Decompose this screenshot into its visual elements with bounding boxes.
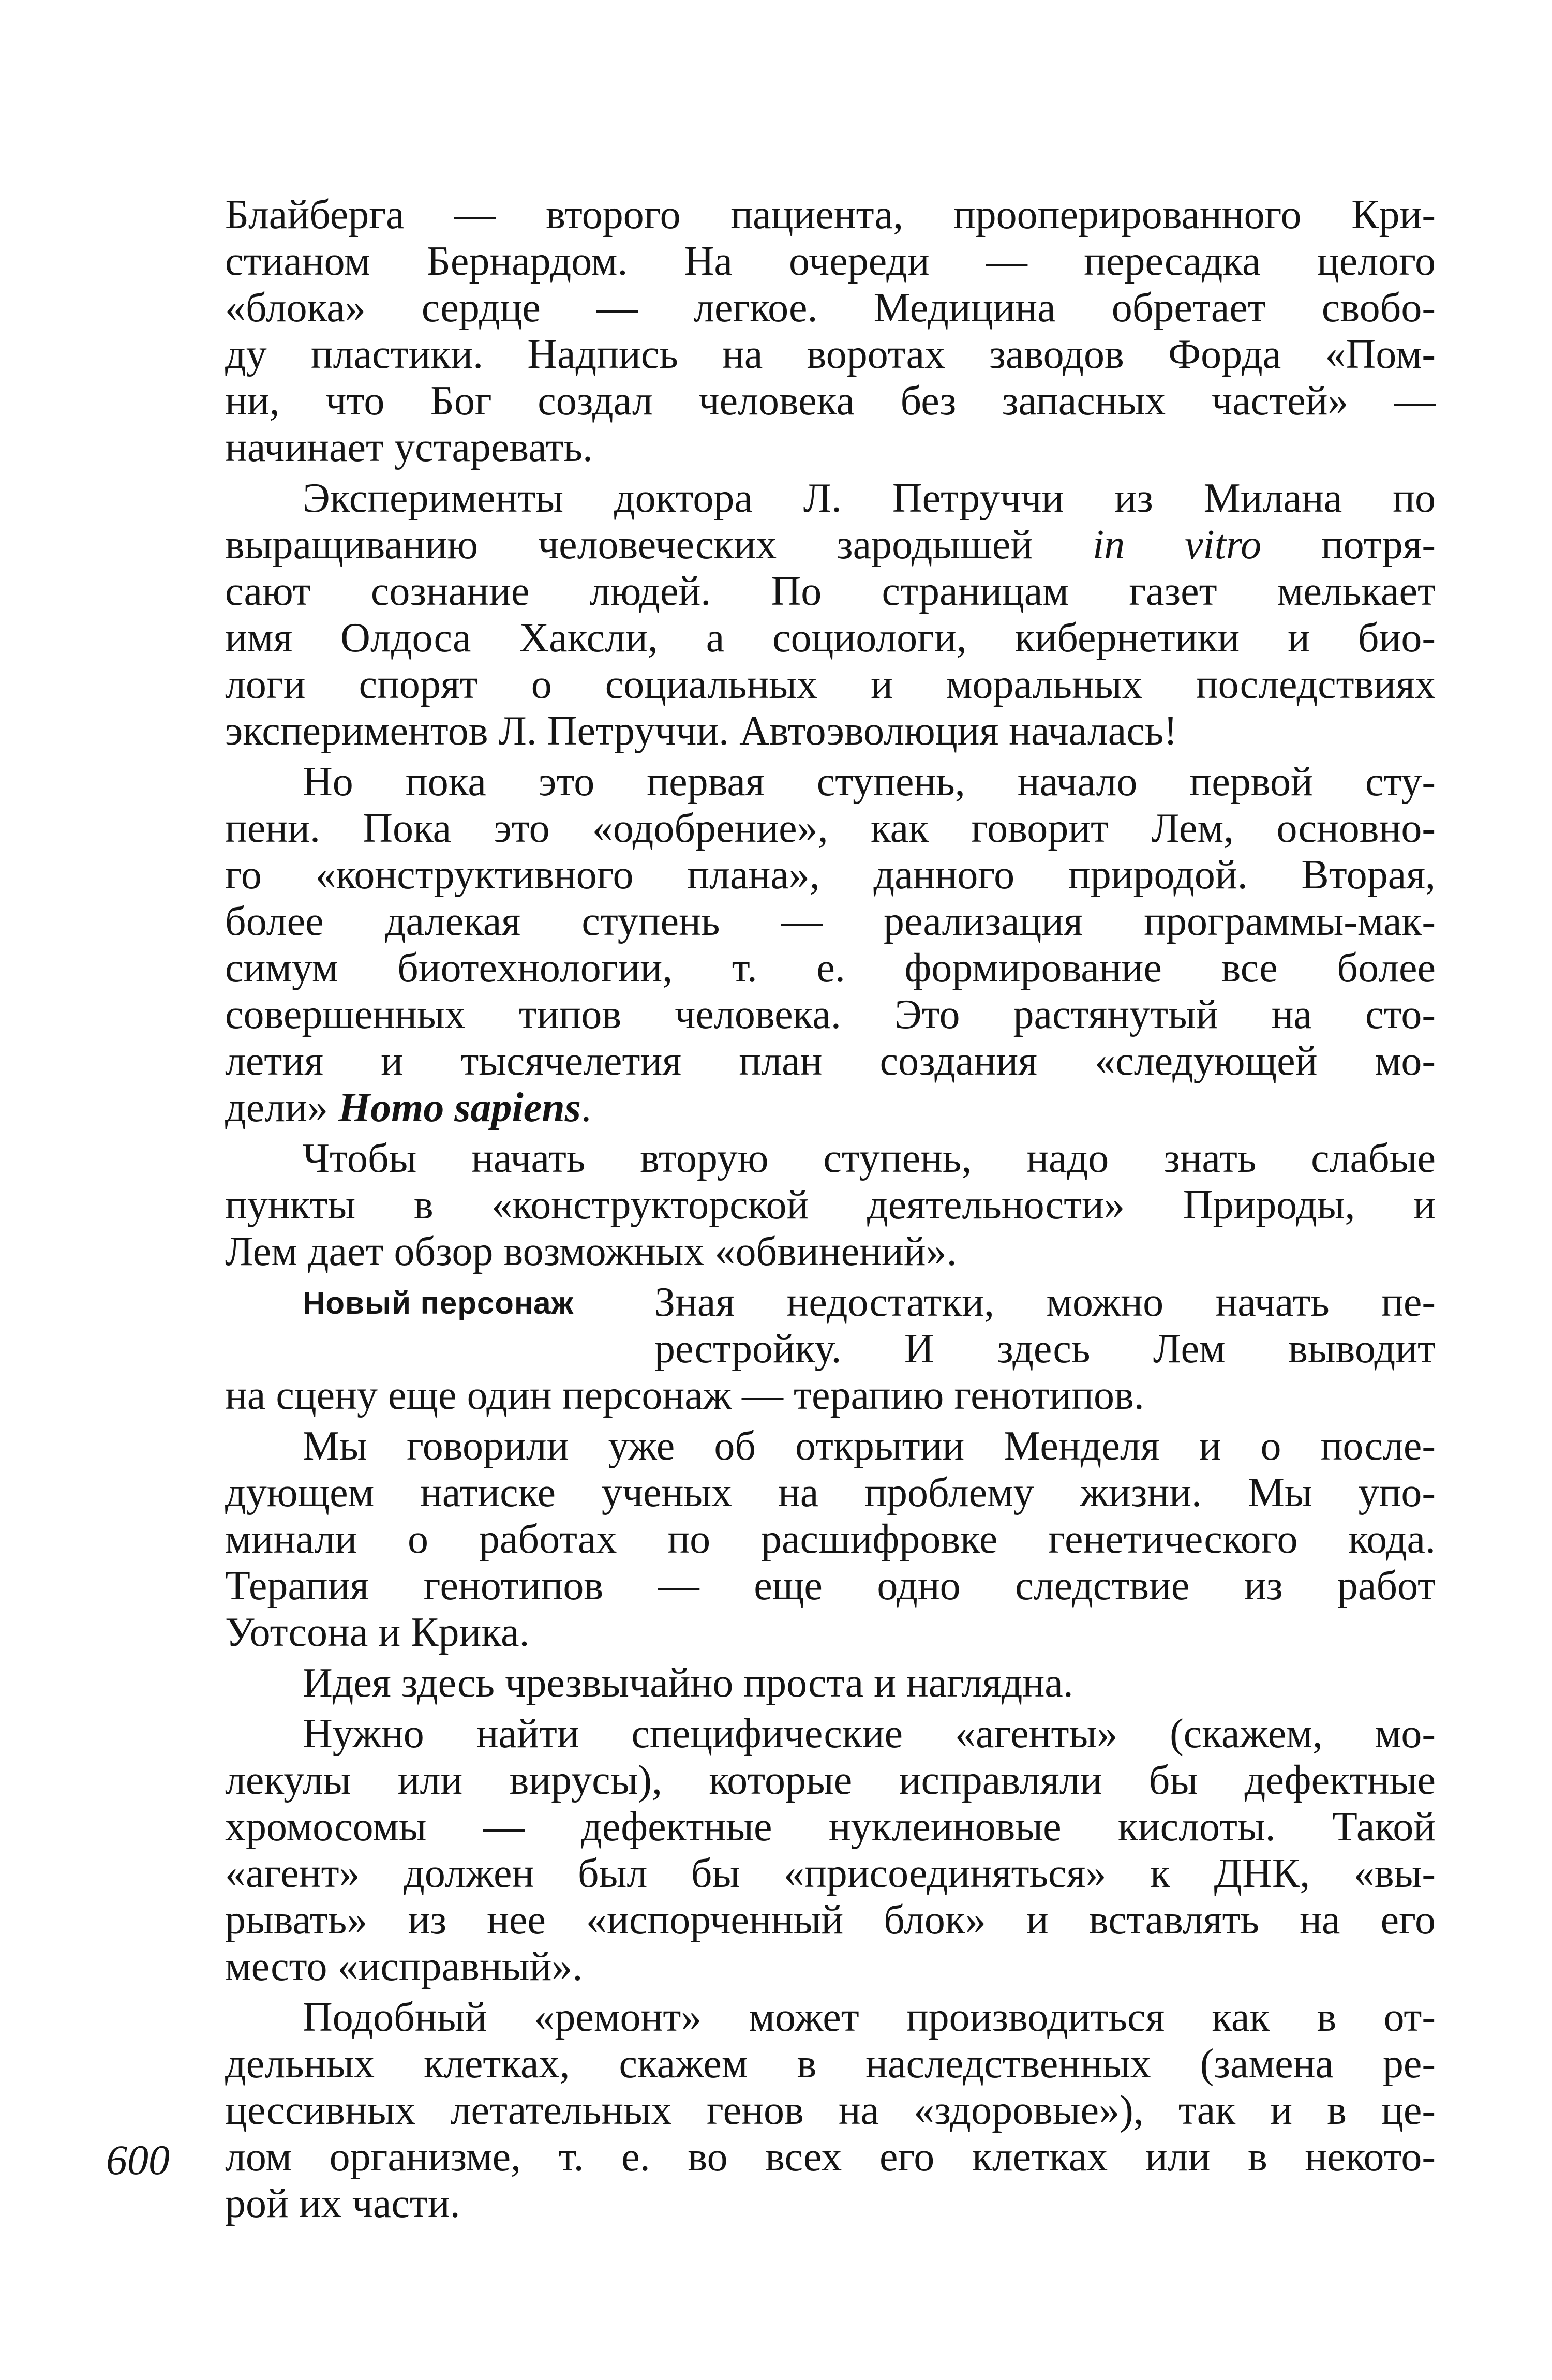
text-line: экспериментов Л. Петруччи. Автоэволюция началась! [225,708,1177,754]
text-line: ни, что Бог создал человека без запасных частей» — [225,378,1436,424]
text-line: Уотсона и Крика. [225,1610,530,1655]
text-line: ду пластики. Надпись на воротах заводов Форда «Пом- [225,332,1436,377]
page-number: 600 [106,2136,170,2183]
text-line [225,1084,1436,1131]
text-line: место «исправный». [225,1944,583,1989]
text-line: лом организме, т. е. во всех его клетках или в некото- [225,2134,1436,2180]
paragraph [225,1994,1436,2227]
text-line: имя Олдоса Хаксли, а социологи, кибернетики и био- [225,615,1436,661]
text-line: дельных клетках, скажем в наследственных (замена ре- [225,2041,1436,2087]
text-line: пени. Пока это «одобрение», как говорит Лем, основно- [225,806,1436,851]
text-fragment: дели» [225,1085,328,1130]
text-line: Идея здесь чрезвычайно проста и наглядна. [303,1660,1073,1706]
text-line: рестройку. И здесь Лем выводит [654,1326,1436,1372]
paragraph [225,1279,1436,1419]
text-line: Терапия генотипов — еще одно следствие из работ [225,1563,1436,1609]
paragraph [225,475,1436,754]
text-line: стианом Бернардом. На очереди — пересадка целого [225,239,1436,284]
text-line: летия и тысячелетия план создания «следующей мо- [225,1038,1436,1084]
text-line: Мы говорили уже об открытии Менделя и о после- [303,1423,1436,1469]
text-line: более далекая ступень — реализация программы-мак- [225,899,1436,944]
text-fragment: выращиванию человеческих зародышей [225,522,1033,568]
text-line: совершенных типов человека. Это растянутый на сто- [225,992,1436,1037]
text-fragment: потря- [1321,522,1436,568]
text-line: пункты в «конструкторской деятельности» Природы, и [225,1182,1436,1228]
text-line: на сцену еще один персонаж — терапию генотипов. [225,1373,1144,1418]
paragraph [225,1660,1436,1706]
text-line: «блока» сердце — легкое. Медицина обретает свобо- [225,285,1436,331]
bold-italic-term: Homo sapiens [338,1085,581,1130]
heading-row [225,1279,1436,1326]
text-column [225,191,1436,2227]
paragraph [225,1710,1436,1990]
heading-row [225,1326,1436,1372]
text-line: Чтобы начать вторую ступень, надо знать слабые [303,1136,1436,1181]
text-line: рой их части. [225,2181,460,2226]
text-line: «агент» должен был бы «присоединяться» к ДНК, «вы- [225,1851,1436,1896]
text-line: минали о работах по расшифровке генетического кода. [225,1516,1436,1562]
text-line: Нужно найти специфические «агенты» (скажем, мо- [303,1711,1436,1757]
text-line: рывать» из нее «испорченный блок» и вставлять на его [225,1897,1436,1943]
text-line: Зная недостатки, можно начать пе- [654,1280,1436,1325]
text-line: Эксперименты доктора Л. Петруччи из Милана по [303,475,1436,521]
text-line: симум биотехнологии, т. е. формирование все более [225,945,1436,991]
paragraph [225,1135,1436,1275]
text-line: Подобный «ремонт» может производиться как в от- [303,1995,1436,2040]
paragraph [225,191,1436,471]
text-line: хромосомы — дефектные нуклеиновые кислоты. Такой [225,1804,1436,1850]
text-line: сают сознание людей. По страницам газет мелькает [225,569,1436,614]
text-line: Но пока это первая ступень, начало первой сту- [303,759,1436,805]
text-line: дующем натиске ученых на проблему жизни. Мы упо- [225,1470,1436,1515]
italic-term: in vitro [1092,522,1262,568]
text-line: логи спорят о социальных и моральных последствиях [225,662,1436,707]
paragraph [225,758,1436,1131]
text-line [225,522,1436,568]
text-fragment: . [580,1085,591,1130]
text-line: лекулы или вирусы), которые исправляли бы дефектные [225,1758,1436,1803]
text-line: начинает устаревать. [225,425,593,470]
text-line: цессивных летательных генов на «здоровые»), так и в це- [225,2088,1436,2133]
text-line: Лем дает обзор возможных «обвинений». [225,1229,957,1274]
text-line: Блайберга — второго пациента, прооперированного Кри- [225,192,1436,237]
text-line: го «конструктивного плана», данного природой. Вторая, [225,852,1436,898]
marginal-heading: Новый персонаж [303,1286,574,1320]
paragraph [225,1423,1436,1656]
